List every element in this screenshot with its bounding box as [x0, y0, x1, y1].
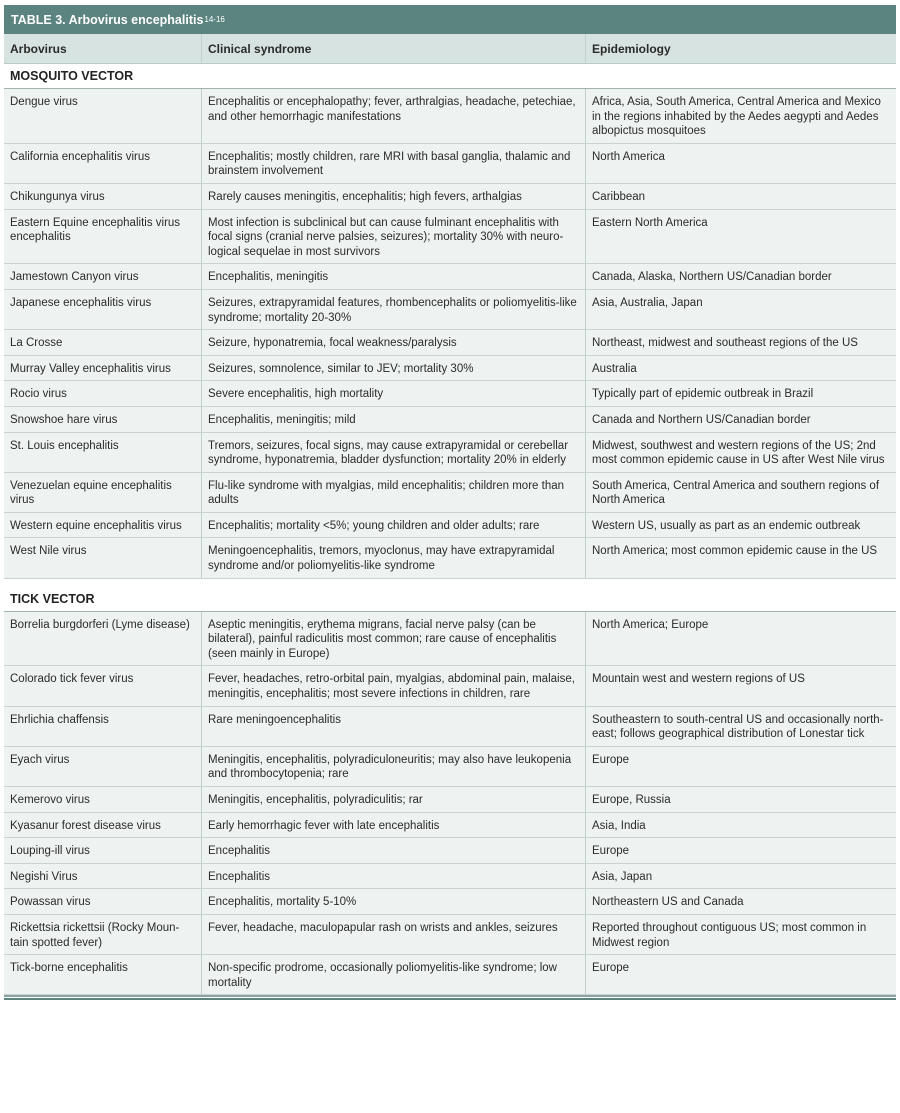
table-row — [4, 747, 896, 787]
table-row — [4, 473, 896, 513]
cell-arbovirus: Kyasanur forest disease virus — [10, 819, 161, 832]
cell-epidemiology: North America — [585, 144, 896, 183]
cell-epidemiology: North America; most common epidemic cause in the US — [585, 538, 896, 577]
cell-epidemiology: Northeastern US and Canada — [585, 889, 896, 914]
table-row — [4, 538, 896, 578]
cell-clinical-syndrome: Non-specific prodrome, occasionally poliomyelitis-like syndrome; low mortality — [201, 955, 585, 994]
table-title-bar — [4, 5, 896, 34]
cell-arbovirus: California encephalitis virus — [10, 150, 150, 163]
section-gap — [4, 579, 896, 587]
cell-epidemiology: Western US, usually as part as an endemic outbreak — [585, 513, 896, 538]
cell-clinical-syndrome: Encephalitis — [201, 838, 585, 863]
cell-epidemiology: Asia, Japan — [585, 864, 896, 889]
cell-arbovirus: Powassan virus — [10, 896, 91, 909]
table-body — [4, 64, 896, 997]
title-citation: 14-16 — [204, 15, 225, 24]
cell-clinical-syndrome: Seizure, hyponatremia, focal weakness/paralysis — [201, 330, 585, 355]
section-heading: TICK VECTOR — [4, 587, 896, 611]
cell-arbovirus: Colorado tick fever virus — [10, 673, 134, 686]
table-row — [4, 955, 896, 995]
cell-clinical-syndrome: Encephalitis, meningitis; mild — [201, 407, 585, 432]
cell-arbovirus: Eyach virus — [10, 753, 70, 766]
table-row — [4, 264, 896, 290]
table-row — [4, 290, 896, 330]
table-row — [4, 864, 896, 890]
cell-clinical-syndrome: Fever, headache, maculopapular rash on wrists and ankles, seizures — [201, 915, 585, 954]
table-row — [4, 381, 896, 407]
cell-epidemiology: Australia — [585, 356, 896, 381]
section-rows — [4, 88, 896, 579]
column-header-clinical-syndrome: Clinical syndrome — [201, 34, 585, 63]
cell-clinical-syndrome: Seizures, somnolence, similar to JEV; mortality 30% — [201, 356, 585, 381]
table-row — [4, 433, 896, 473]
cell-arbovirus: Borrelia burgdorferi (Lyme disease) — [10, 618, 190, 631]
cell-arbovirus: Chikungunya virus — [10, 190, 105, 203]
cell-epidemiology: Southeastern to south-central US and occasionally north-east; follows geographical distribution of Lonestar tick — [585, 707, 896, 746]
table-row — [4, 787, 896, 813]
table-title: TABLE 3. Arbovirus encephalitis — [11, 12, 204, 27]
cell-clinical-syndrome: Aseptic meningitis, erythema migrans, facial nerve palsy (can be bilateral), painful radiculitis most common; rare cause of encephalitis (seen mainly in Europe) — [201, 612, 585, 666]
cell-arbovirus: Venezuelan equine encephalitis virus — [10, 479, 172, 507]
cell-epidemiology: North America; Europe — [585, 612, 896, 666]
cell-clinical-syndrome: Encephalitis; mostly children, rare MRI with basal ganglia, thalamic and brainstem involvement — [201, 144, 585, 183]
cell-arbovirus: Murray Valley encephalitis virus — [10, 362, 171, 375]
cell-clinical-syndrome: Meningitis, encephalitis, polyradiculoneuritis; may also have leukopenia and thrombocytopenia; rare — [201, 747, 585, 786]
cell-epidemiology: South America, Central America and southern regions of North America — [585, 473, 896, 512]
cell-arbovirus: St. Louis encephalitis — [10, 439, 119, 452]
table-row — [4, 210, 896, 265]
cell-epidemiology: Typically part of epidemic outbreak in Brazil — [585, 381, 896, 406]
cell-arbovirus: Jamestown Canyon virus — [10, 271, 139, 284]
cell-arbovirus: Negishi Virus — [10, 870, 78, 883]
cell-arbovirus: Snowshoe hare virus — [10, 413, 118, 426]
cell-clinical-syndrome: Encephalitis, mortality 5-10% — [201, 889, 585, 914]
cell-epidemiology: Northeast, midwest and southeast regions of the US — [585, 330, 896, 355]
cell-epidemiology: Canada and Northern US/Canadian border — [585, 407, 896, 432]
cell-epidemiology: Europe — [585, 838, 896, 863]
cell-arbovirus: Kemerovo virus — [10, 794, 90, 806]
table-row — [4, 838, 896, 864]
table-row — [4, 513, 896, 539]
cell-arbovirus: Western equine encephalitis virus — [10, 519, 182, 532]
cell-clinical-syndrome: Encephalitis — [201, 864, 585, 889]
cell-clinical-syndrome: Most infection is subclinical but can cause fulminant encephalitis with focal signs (cranial nerve palsies, seizures); mortality 30% with neuro-logical sequelae in most survivors — [201, 210, 585, 264]
cell-epidemiology: Caribbean — [585, 184, 896, 209]
cell-arbovirus: Eastern Equine encephalitis virus encephalitis — [10, 216, 181, 244]
cell-clinical-syndrome: Early hemorrhagic fever with late encephalitis — [201, 813, 585, 838]
table-bottom-rule — [4, 998, 896, 1000]
cell-epidemiology: Midwest, southwest and western regions of the US; 2nd most common epidemic cause in US after West Nile virus — [585, 433, 896, 472]
cell-epidemiology: Canada, Alaska, Northern US/Canadian border — [585, 264, 896, 289]
cell-clinical-syndrome: Rarely causes meningitis, encephalitis; high fevers, arthalgias — [201, 184, 585, 209]
cell-arbovirus: La Crosse — [10, 337, 63, 350]
table-row — [4, 889, 896, 915]
cell-epidemiology: Europe, Russia — [585, 787, 896, 812]
cell-clinical-syndrome: Encephalitis or encephalopathy; fever, arthralgias, headache, petechiae, and other hemorrhagic manifestations — [201, 89, 585, 143]
table-row — [4, 707, 896, 747]
table-row — [4, 813, 896, 839]
cell-clinical-syndrome: Tremors, seizures, focal signs, may cause extrapyramidal or cerebellar syndrome, hyponatremia, bladder dysfunction; mortality 20% in elderly — [201, 433, 585, 472]
column-header-epidemiology: Epidemiology — [585, 34, 896, 63]
table-row — [4, 407, 896, 433]
cell-arbovirus: Ehrlichia chaffensis — [10, 713, 109, 726]
section-heading: MOSQUITO VECTOR — [4, 64, 896, 88]
table-row — [4, 356, 896, 382]
cell-epidemiology: Eastern North America — [585, 210, 896, 264]
cell-arbovirus: Rickettsia rickettsii (Rocky Moun-tain spotted fever) — [10, 921, 180, 949]
column-header-arbovirus: Arbovirus — [10, 41, 67, 56]
section-rows — [4, 611, 896, 998]
cell-clinical-syndrome: Encephalitis; mortality <5%; young children and older adults; rare — [201, 513, 585, 538]
cell-epidemiology: Europe — [585, 955, 896, 994]
cell-clinical-syndrome: Meningoencephalitis, tremors, myoclonus, may have extrapyramidal syndrome and/or poliomyelitis-like syndrome — [201, 538, 585, 577]
cell-clinical-syndrome: Fever, headaches, retro-orbital pain, myalgias, abdominal pain, malaise, meningitis, encephalitis; most severe infections in children, rare — [201, 666, 585, 705]
cell-epidemiology: Africa, Asia, South America, Central America and Mexico in the regions inhabited by the Aedes aegypti and Aedes albopictus mosquitoes — [585, 89, 896, 143]
cell-clinical-syndrome: Flu-like syndrome with myalgias, mild encephalitis; children more than adults — [201, 473, 585, 512]
column-header-row — [4, 34, 896, 64]
arbovirus-table — [4, 5, 896, 1107]
cell-clinical-syndrome: Meningitis, encephalitis, polyradiculitis; rar — [201, 787, 585, 812]
cell-epidemiology: Europe — [585, 747, 896, 786]
table-row — [4, 89, 896, 144]
cell-clinical-syndrome: Encephalitis, meningitis — [201, 264, 585, 289]
cell-epidemiology: Mountain west and western regions of US — [585, 666, 896, 705]
cell-clinical-syndrome: Rare meningoencephalitis — [201, 707, 585, 746]
cell-clinical-syndrome: Severe encephalitis, high mortality — [201, 381, 585, 406]
table-row — [4, 330, 896, 356]
cell-arbovirus: Louping-ill virus — [10, 845, 90, 858]
table-row — [4, 915, 896, 955]
table-row — [4, 612, 896, 667]
cell-epidemiology: Asia, Australia, Japan — [585, 290, 896, 329]
table-row — [4, 666, 896, 706]
cell-epidemiology: Reported throughout contiguous US; most common in Midwest region — [585, 915, 896, 954]
table-row — [4, 144, 896, 184]
cell-arbovirus: Japanese encephalitis virus — [10, 296, 152, 309]
cell-epidemiology: Asia, India — [585, 813, 896, 838]
cell-arbovirus: Rocio virus — [10, 388, 67, 401]
cell-arbovirus: Tick-borne encephalitis — [10, 962, 128, 975]
cell-arbovirus: West Nile virus — [10, 545, 87, 558]
cell-arbovirus: Dengue virus — [10, 96, 78, 108]
cell-clinical-syndrome: Seizures, extrapyramidal features, rhombencephalits or poliomyelitis-like syndrome; mortality 20-30% — [201, 290, 585, 329]
table-row — [4, 184, 896, 210]
